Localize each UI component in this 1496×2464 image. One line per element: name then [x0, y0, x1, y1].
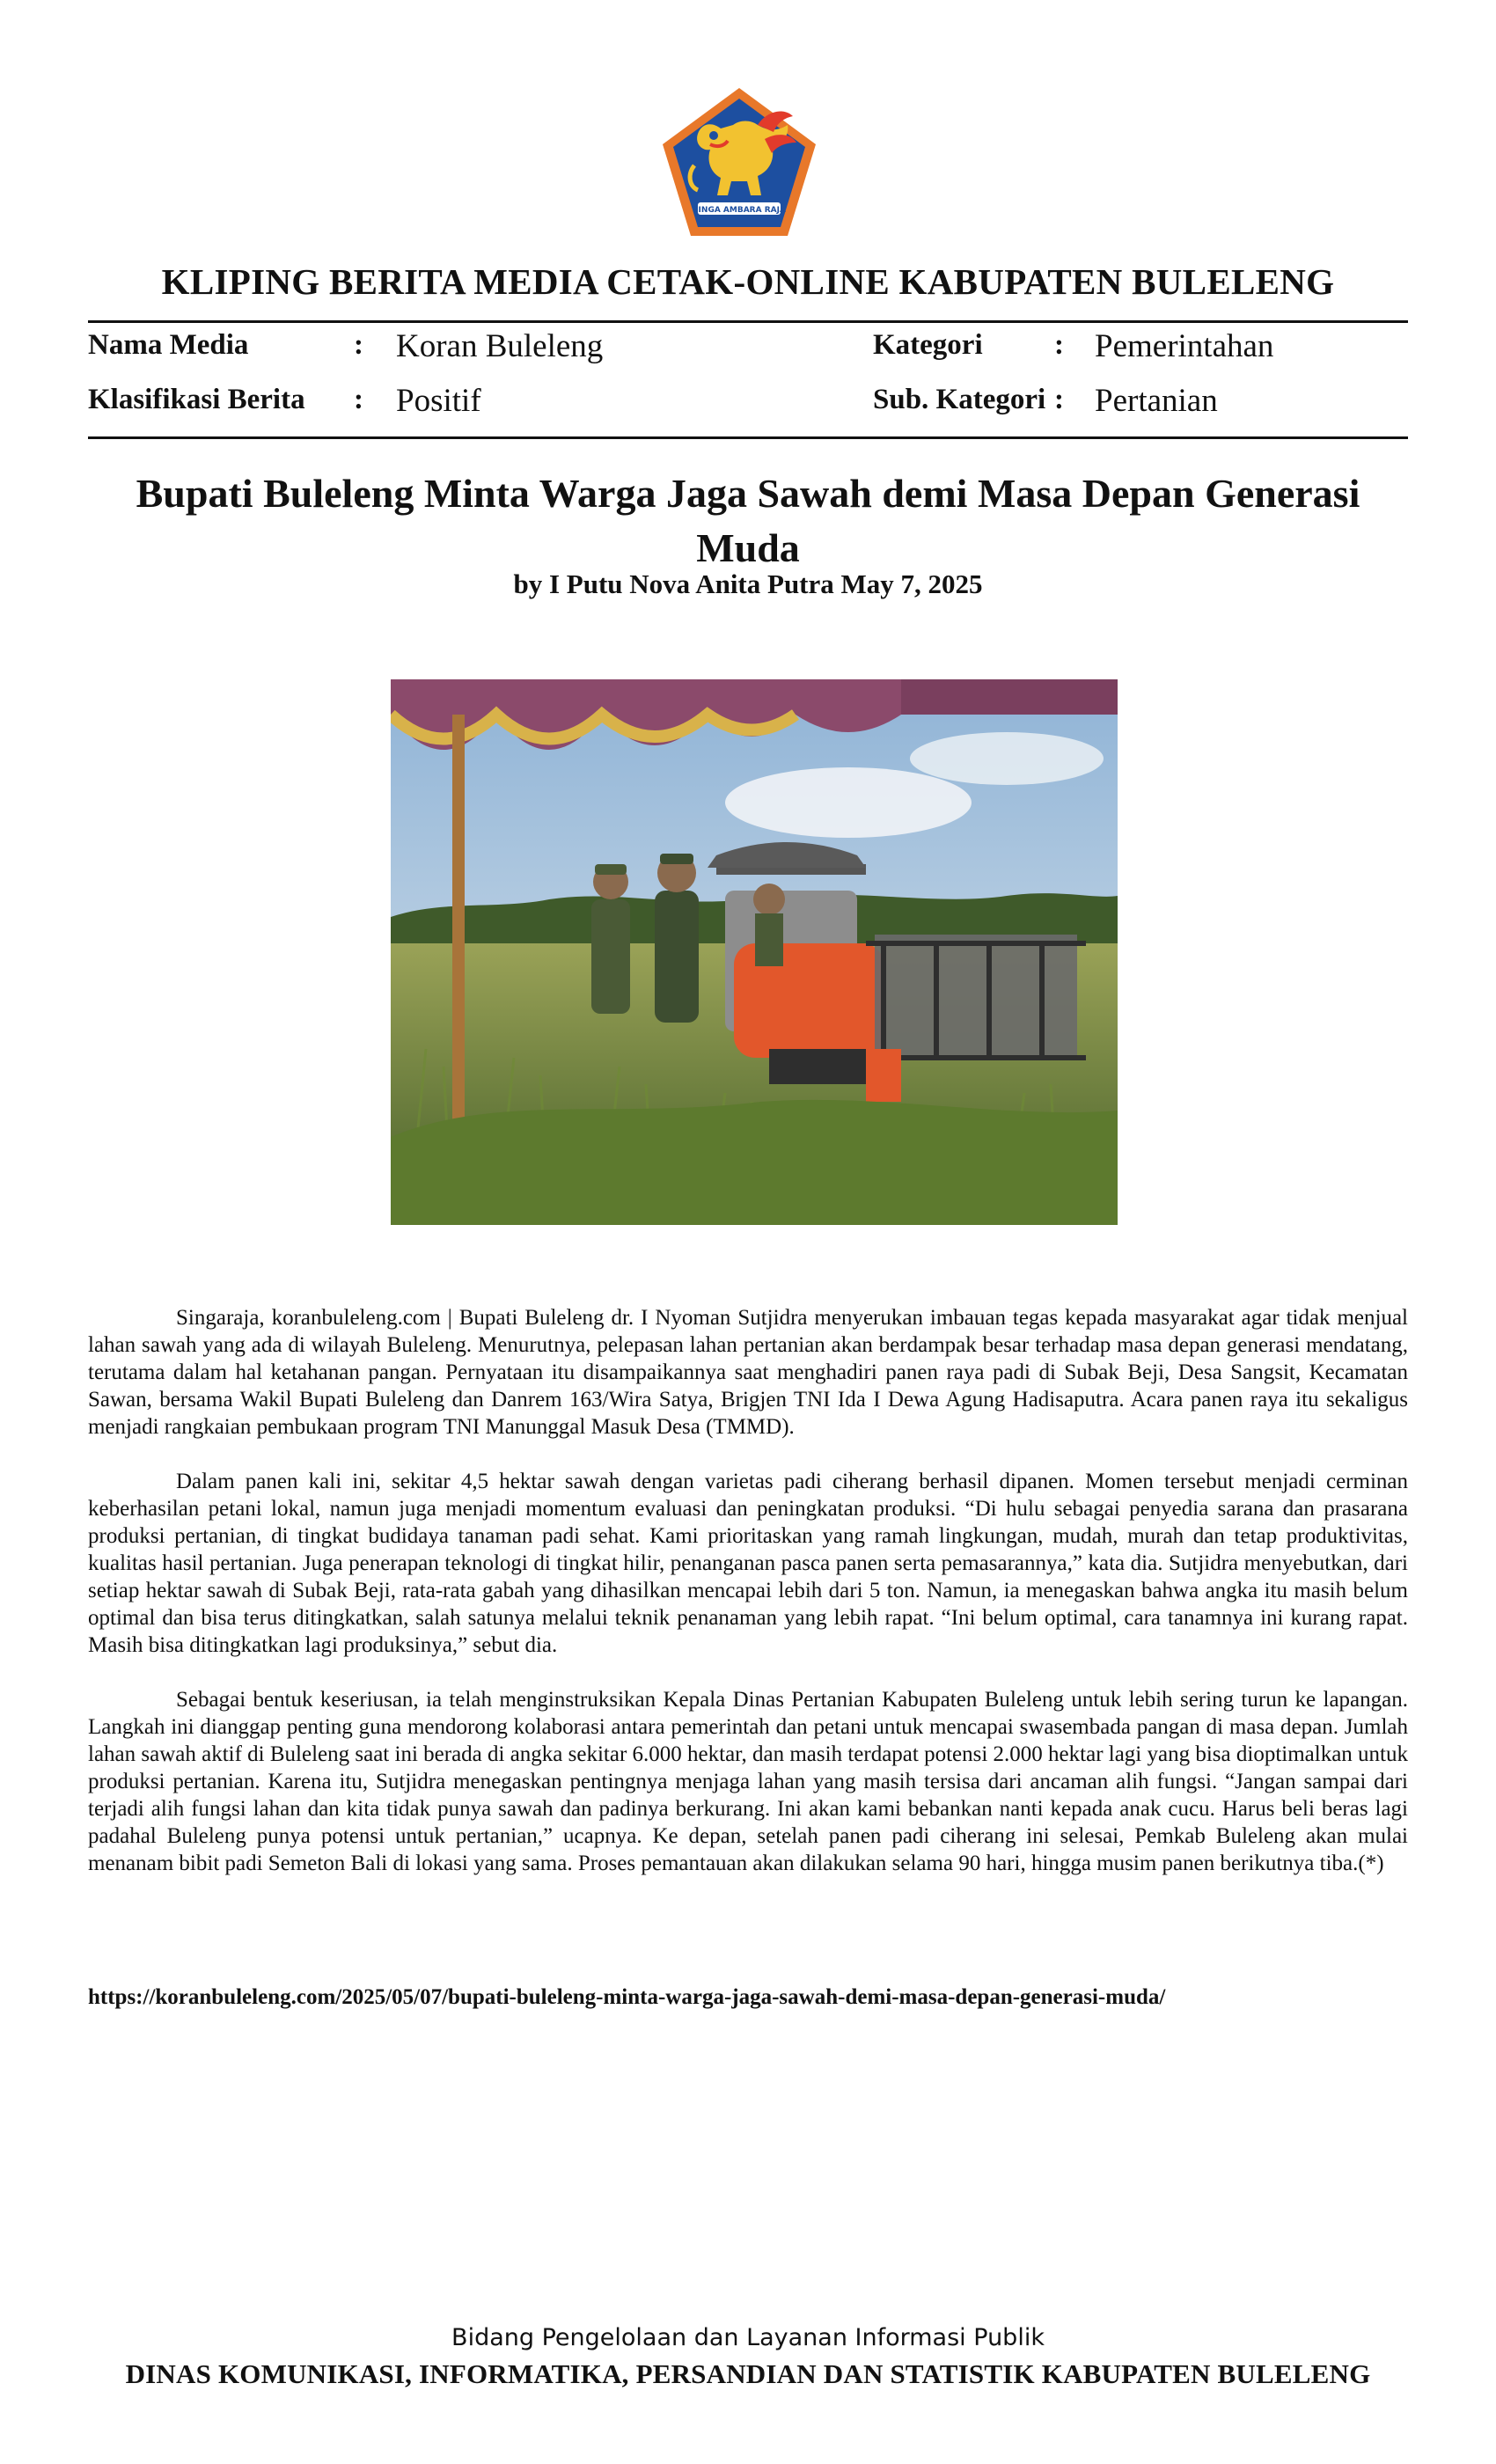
article-paragraph: Singaraja, koranbuleleng.com | Bupati Buleleng dr. I Nyoman Sutjidra menyerukan imbauan tegas kepada masyarakat agar tidak menjual lahan sawah yang ada di wilayah Buleleng. Menurutnya, pelepasan lahan pertanian akan berdampak besar terhadap masa depan generasi mendatang, terutama dalam hal ketahanan pangan. Pernyataan itu disampaikannya saat menghadiri panen raya padi di Subak Beji, Desa Sangsit, Kecamatan Sawan, bersama Wakil Bupati Buleleng dan Danrem 163/Wira Satya, Brigjen TNI Ida I Dewa Agung Hadisaputra. Acara panen raya itu sekaligus menjadi rangkaian pembukaan program TNI Manunggal Masuk Desa (TMMD).	[88, 1306, 1408, 1439]
article-byline: by I Putu Nova Anita Putra May 7, 2025	[513, 568, 983, 599]
klasifikasi-label: Klasifikasi Berita	[88, 384, 305, 415]
nama-media-colon: :	[354, 329, 363, 361]
kategori-colon: :	[1054, 329, 1064, 361]
header-top-rule	[88, 320, 1408, 323]
sub-kategori-colon: :	[1054, 384, 1064, 415]
footer-office-name: DINAS KOMUNIKASI, INFORMATIKA, PERSANDIAN DAN STATISTIK KABUPATEN BULELENG	[125, 2358, 1371, 2389]
kategori-value: Pemerintahan	[1095, 328, 1274, 364]
buleleng-regency-logo	[659, 86, 819, 238]
header-bottom-rule	[88, 436, 1408, 439]
article-headline: Bupati Buleleng Minta Warga Jaga Sawah demi Masa Depan Generasi Muda	[136, 471, 1360, 570]
klasifikasi-colon: :	[354, 384, 363, 415]
article-photo	[391, 679, 1118, 1225]
article-paragraph: Sebagai bentuk keseriusan, ia telah menginstruksikan Kepala Dinas Pertanian Kabupaten Buleleng untuk lebih sering turun ke lapangan. Langkah ini dianggap penting guna mendorong kolaborasi antara pemerintah dan petani untuk mencapai swasembada pangan di masa depan. Jumlah lahan sawah aktif di Buleleng saat ini berada di angka sekitar 6.000 hektar, dan masih terdapat potensi 2.000 hektar lagi yang bisa dioptimalkan untuk produksi pertanian. Karena itu, Sutjidra menegaskan pentingnya menjaga lahan yang masih tersisa dari ancaman alih fungsi. “Jangan sampai dari terjadi alih fungsi lahan dan kita tidak punya sawah dan padinya berkurang. Ini akan kami bebankan nanti kepada anak cucu. Harus beli beras lagi padahal Buleleng punya potensi untuk pertanian,” ucapnya. Ke depan, setelah panen padi ciherang ini selesai, Pemkab Buleleng akan mulai menanam bibit padi Semeton Bali di lokasi yang sama. Proses pemantauan akan dilakukan selama 90 hari, hingga musim panen berikutnya tiba.(*)	[88, 1688, 1408, 1875]
article-body	[88, 1304, 1408, 1904]
clipping-title: KLIPING BERITA MEDIA CETAK-ONLINE KABUPATEN BULELENG	[161, 261, 1335, 302]
sub-kategori-label: Sub. Kategori	[873, 384, 1046, 415]
footer-unit-name: Bidang Pengelolaan dan Layanan Informasi Publik	[451, 2324, 1045, 2351]
sub-kategori-value: Pertanian	[1095, 383, 1218, 419]
source-link[interactable]: https://koranbuleleng.com/2025/05/07/bupati-buleleng-minta-warga-jaga-sawah-demi-masa-depan-generasi-muda/	[88, 1985, 1166, 2009]
logo-motto: SINGA AMBARA RAJA	[693, 206, 786, 215]
article-paragraph: Dalam panen kali ini, sekitar 4,5 hektar sawah dengan varietas padi ciherang berhasil dipanen. Momen tersebut menjadi cerminan keberhasilan petani lokal, namun juga menjadi momentum evaluasi dan peningkatan produksi. “Di hulu sebagai penyedia sarana dan prasarana produksi pertanian, di tingkat budidaya tanaman padi sehat. Kami prioritaskan yang ramah lingkungan, mudah, murah dan tetap produktivitas, kualitas hasil pertanian. Juga penerapan teknologi di tingkat hilir, penanganan pasca panen serta pemasarannya,” kata dia. Sutjidra menyebutkan, dari setiap hektar sawah di Subak Beji, rata-rata gabah yang dihasilkan mencapai lebih dari 5 ton. Namun, ia menegaskan bahwa angka itu masih belum optimal dan bisa terus ditingkatkan, salah satunya melalui teknik penanaman yang lebih rapat. “Ini belum optimal, cara tanamnya ini kurang rapat. Masih bisa ditingkatkan lagi produksinya,” sebut dia.	[88, 1470, 1408, 1657]
nama-media-label: Nama Media	[88, 329, 249, 361]
nama-media-value: Koran Buleleng	[396, 328, 604, 364]
klasifikasi-value: Positif	[396, 383, 481, 419]
logo-lion-eye	[709, 131, 718, 140]
kategori-label: Kategori	[873, 329, 983, 361]
